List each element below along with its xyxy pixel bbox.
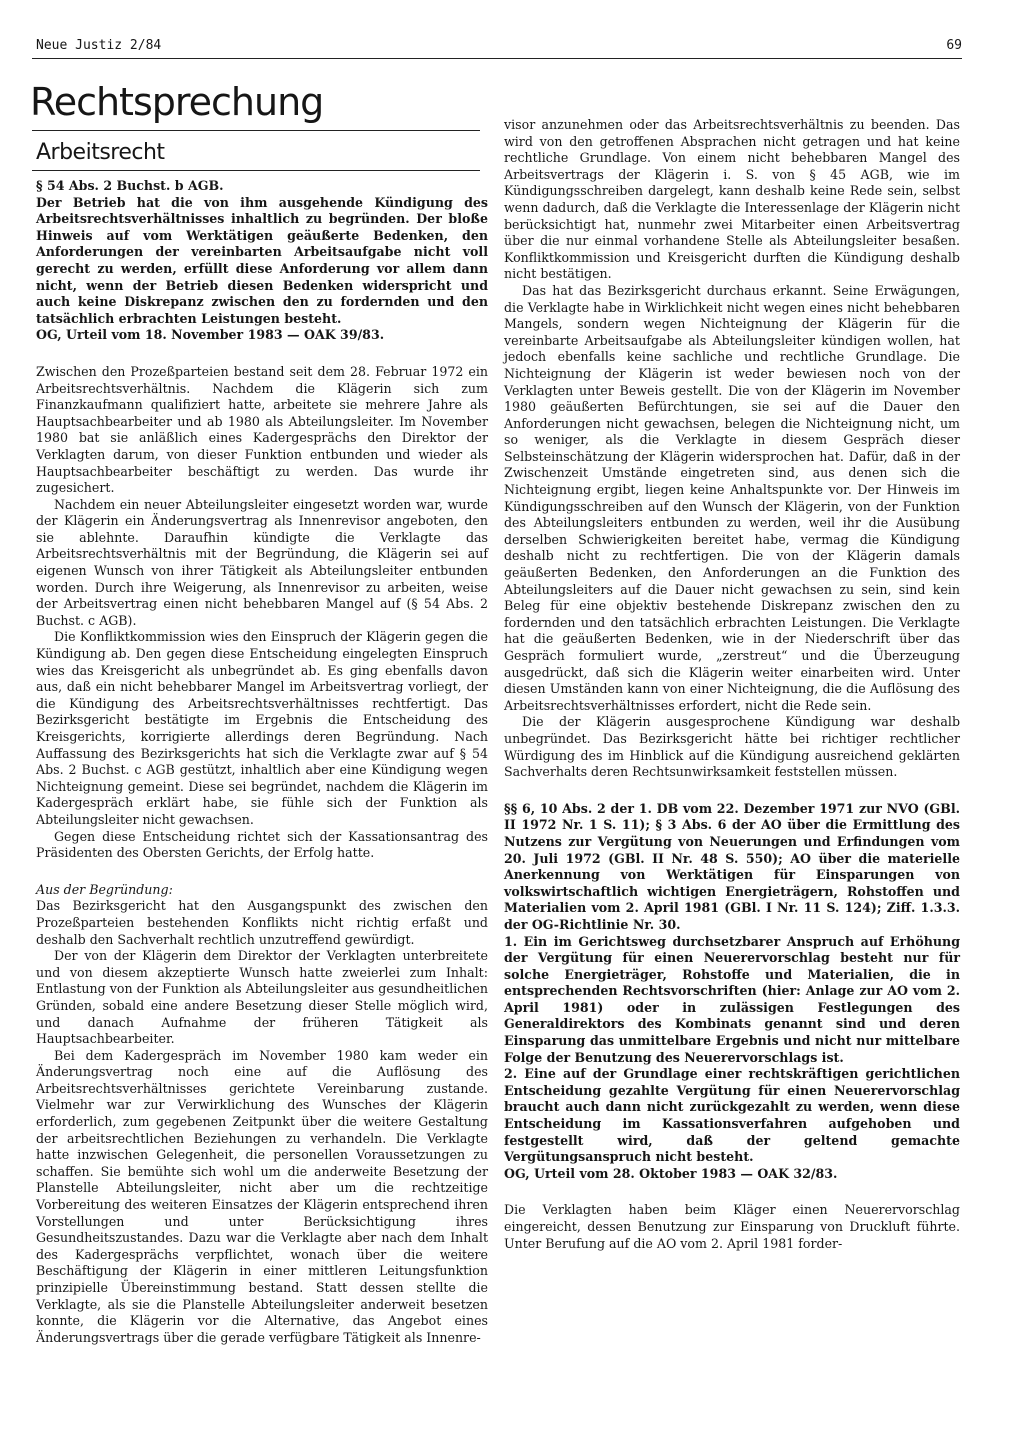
paragraph: Gegen diese Entscheidung richtet sich der Kassationsantrag des Präsidenten des Obersten Gerichts, der Erfolg hatte. <box>36 828 488 861</box>
paragraph: Die Konfliktkommission wies den Einspruch der Klägerin gegen die Kündigung ab. Den gegen diese Entscheidung eingelegten Einspruch wies das Kreisgericht als unbegründet ab. Es ging ebenfalls davon aus, daß ein nicht behebbarer Mangel im Arbeitsvertrag vorliegt, der die Kündigung des Arbeitsrechtsverhältnisses rechtfertigt. Das Bezirksgericht bestätigte im Ergebnis die Entscheidung des Kreisgerichts, korrigierte allerdings deren Begründung. Nach Auffassung des Bezirksgerichts hat sich die Verklagte zwar auf § 54 Abs. 2 Buchst. c AGB gestützt, inhaltlich aber eine Kündigung wegen Nichteignung gemeint. Diese sei begründet, nachdem die Klägerin im Kadergespräch erklärt habe, sie fühle sich der Funktion als Abteilungsleiter nicht gewachsen. <box>36 629 488 827</box>
right-column <box>504 117 960 1252</box>
paragraph: Nachdem ein neuer Abteilungsleiter eingesetzt worden war, wurde der Klägerin ein Änderungsvertrag als Innenrevisor angeboten, den sie ablehnte. Daraufhin kündigte die Verklagte das Arbeitsrechtsverhältnis mit der Begründung, die Klägerin sei auf eigenen Wunsch von ihrer Tätigkeit als Abteilungsleiter entbunden worden. Durch ihre Weigerung, als Innenrevisor zu arbeiten, weise der Arbeitsvertrag einen nicht behebbaren Mangel auf (§ 54 Abs. 2 Buchst. c AGB). <box>36 496 488 628</box>
paragraph: OG, Urteil vom 28. Oktober 1983 — OAK 32/83. <box>504 1165 838 1181</box>
paragraph: § 54 Abs. 2 Buchst. b AGB. <box>36 178 224 193</box>
paragraph: Aus der Begründung: <box>36 881 173 897</box>
running-header <box>36 38 962 53</box>
paragraph: Das Bezirksgericht hat den Ausgangspunkt des zwischen den Prozeßparteien bestehenden Konflikts nicht richtig erfaßt und deshalb den Sachverhalt rechtlich unzutreffend gewürdigt. <box>36 898 488 947</box>
subsection-title: Arbeitsrecht <box>36 140 165 165</box>
paragraph: §§ 6, 10 Abs. 2 der 1. DB vom 22. Dezember 1971 zur NVO (GBl. II 1972 Nr. 1 S. 11); § 3 Abs. 6 der AO über die Ermittlung des Nutzens zur Vergütung von Neuerungen und Erfindungen vom 20. Juli 1972 (GBl. II Nr. 48 S. 550); AO über die materielle Anerkennung von Werktätigen für Einsparungen von volkswirtschaftlich wichtigen Energieträgern, Rohstoffen und Materialien vom 2. April 1981 (GBl. I Nr. 11 S. 124); Ziff. 1.3.3. der OG-Richtlinie Nr. 30. <box>504 800 960 932</box>
paragraph: Der von der Klägerin dem Direktor der Verklagten unterbreitete und von diesem akzeptierte Wunsch hatte zweierlei zum Inhalt: Entlastung von der Funktion als Abteilungsleiter aus gesundheitlichen Gründen, sobald eine andere Besetzung dieser Stelle möglich wird, und danach Aufnahme der früheren Tätigkeit als Hauptsachbearbeiter. <box>36 948 488 1047</box>
paragraph: Das hat das Bezirksgericht durchaus erkannt. Seine Erwägungen, die Verklagte habe in Wirklichkeit nicht wegen eines nicht behebbaren Mangels, sondern wegen Nichteignung der Klägerin für die vereinbarte Arbeitsaufgabe als Abteilungsleiter kündigen wollen, hat jedoch ebenfalls keine sachliche und rechtliche Grundlage. Die Nichteignung der Klägerin ist weder bewiesen noch von der Verklagten unter Beweis gestellt. Die von der Klägerin im November 1980 geäußerten Befürchtungen, sie sei auf die Dauer den Anforderungen nicht gewachsen, belegen die Nichteignung nicht, um so weniger, als die Verklagte in diesem Gespräch dieser Selbsteinschätzung der Klägerin widersprochen hat. Dafür, daß in der Zwischenzeit Umstände eingetreten sind, aus denen sich die Nichteignung ergibt, liegen keine Anhaltspunkte vor. Der Hinweis im Kündigungsschreiben auf den Wunsch der Klägerin, von der Funktion des Abteilungsleiters entbunden zu werden, weil ihr die Ausübung derselben Schwierigkeiten bereitet habe, vermag die Kündigung deshalb nicht zu rechtfertigen. Die von der Klägerin damals geäußerten Bedenken, den Anforderungen an die Funktion des Abteilungsleiters auf die Dauer nicht gewachsen zu sein, sind kein Beleg für eine objektiv bestehende Diskrepanz zwischen den zu fordernden und den tatsächlich erbrachten Leistungen. Die Verklagte hat die geäußerten Bedenken, wie in der Niederschrift über das Gespräch formuliert wurde, „zerstreut“ und die Überzeugung ausgedrückt, daß sich die Klägerin weiter einarbeiten wird. Unter diesen Umständen kann von einer Nichteignung, die die Auflösung des Arbeitsrechtsverhältnisses erfordert, nicht die Rede sein. <box>504 282 960 713</box>
paragraph: 2. Eine auf der Grundlage einer rechtskräftigen gerichtlichen Entscheidung gezahlte Vergütung für einen Neuerervorschlag braucht auch dann nicht zurückgezahlt zu werden, wenn diese Entscheidung im Kassationsverfahren aufgehoben und festgestellt wird, daß der geltend gemachte Vergütungsanspruch nicht besteht. <box>504 1066 960 1165</box>
paragraph: Der Betrieb hat die von ihm ausgehende Kündigung des Arbeitsrechtsverhältnisses inhaltlich zu begründen. Der bloße Hinweis auf vom Werktätigen geäußerte Bedenken, den Anforderungen der vereinbarten Arbeitsaufgabe nicht voll gerecht zu werden, erfüllt diese Anforderung vor allem dann nicht, wenn der Betrieb diesen Bedenken widerspricht und auch keine Diskrepanz zwischen den zu fordernden und den tatsächlich erbrachten Leistungen besteht. <box>36 194 488 326</box>
paragraph: 1. Ein im Gerichtsweg durchsetzbarer Anspruch auf Erhöhung der Vergütung für einen Neuerervorschlag besteht nur für solche Energieträger, Rohstoffe und Materialien, die in entsprechenden Rechtsvorschriften (hier: Anlage zur AO vom 2. April 1981) oder in zulässigen Festlegungen des Generaldirektors des Kombinats genannt sind und deren Einsparung das unmittelbare Ergebnis und nicht nur mittelbare Folge der Benutzung des Neuerervorschlags ist. <box>504 933 960 1065</box>
paragraph: Zwischen den Prozeßparteien bestand seit dem 28. Februar 1972 ein Arbeitsrechtsverhältnis. Nachdem die Klägerin sich zum Finanzkaufmann qualifiziert hatte, arbeitete sie mehrere Jahre als Hauptsachbearbeiter und ab 1980 als Abteilungsleiter. Im November 1980 bat sie anläßlich eines Kadergesprächs den Direktor der Verklagten darum, von dieser Funktion entbunden und wieder als Hauptsachbearbeiter beschäftigt zu werden. Das wurde ihr zugesichert. <box>36 363 488 496</box>
journal-issue: Neue Justiz 2/84 <box>36 38 162 53</box>
left-column <box>36 178 488 1346</box>
paragraph: visor anzunehmen oder das Arbeitsrechtsverhältnis zu beenden. Das wird von den getroffenen Absprachen nicht getragen und hat keine rechtliche Grundlage. Von einem nicht behebbaren Mangel des Arbeitsvertrags der Klägerin i. S. von § 45 AGB, wie im Kündigungsschreiben dargelegt, kann deshalb keine Rede sein, selbst wenn dadurch, daß die Verklagte die Interessenlage der Klägerin nicht berücksichtigt hat, nunmehr zwei Mitarbeiter einen Arbeitsvertrag über die nur einmal vorhandene Stelle als Abteilungsleiter besaßen. Konfliktkommission und Kreisgericht durften die Kündigung deshalb nicht bestätigen. <box>504 117 960 282</box>
subsection-rule <box>32 170 480 171</box>
header-rule <box>32 58 962 59</box>
paragraph: Die der Klägerin ausgesprochene Kündigung war deshalb unbegründet. Das Bezirksgericht hätte bei richtiger rechtlicher Würdigung des im Hinblick auf die Kündigung ausreichend geklärten Sachverhalts deren Rechtsunwirksamkeit feststellen müssen. <box>504 714 960 780</box>
section-rule <box>32 130 480 131</box>
page-number: 69 <box>946 38 962 53</box>
paragraph: Die Verklagten haben beim Kläger einen Neuerervorschlag eingereicht, dessen Benutzung zur Einsparung von Druckluft führte. Unter Berufung auf die AO vom 2. April 1981 forder- <box>504 1202 960 1251</box>
section-title: Rechtsprechung <box>30 80 324 124</box>
paragraph: Bei dem Kadergespräch im November 1980 kam weder ein Änderungsvertrag noch eine auf die Auflösung des Arbeitsrechtsverhältnisses gerichtete Vereinbarung zustande. Vielmehr war zur Verwirklichung des Wunsches der Klägerin erforderlich, zum gegebenen Zeitpunkt über die weitere Gestaltung der arbeitsrechtlichen Beziehungen zu verhandeln. Die Verklagte hatte inzwischen Gelegenheit, die personellen Voraussetzungen zu schaffen. Sie bemühte sich wohl um die anderweite Besetzung der Planstelle Abteilungsleiter, nicht aber um die rechtzeitige Vorbereitung des weiteren Einsatzes der Klägerin entsprechend ihren Vorstellungen und unter Berücksichtigung ihres Gesundheitszustandes. Dazu war die Verklagte aber nach dem Inhalt des Kadergesprächs verpflichtet, wonach über die weitere Beschäftigung der Klägerin in einer mittleren Leitungsfunktion prinzipielle Übereinstimmung bestand. Statt dessen stellte die Verklagte, als sie die Planstelle Abteilungsleiter anderweit besetzen konnte, die Klägerin vor die Alternative, das Angebot eines Änderungsvertrags über die gerade verfügbare Tätigkeit als Innenre- <box>36 1047 488 1345</box>
paragraph: OG, Urteil vom 18. November 1983 — OAK 39/83. <box>36 327 385 343</box>
